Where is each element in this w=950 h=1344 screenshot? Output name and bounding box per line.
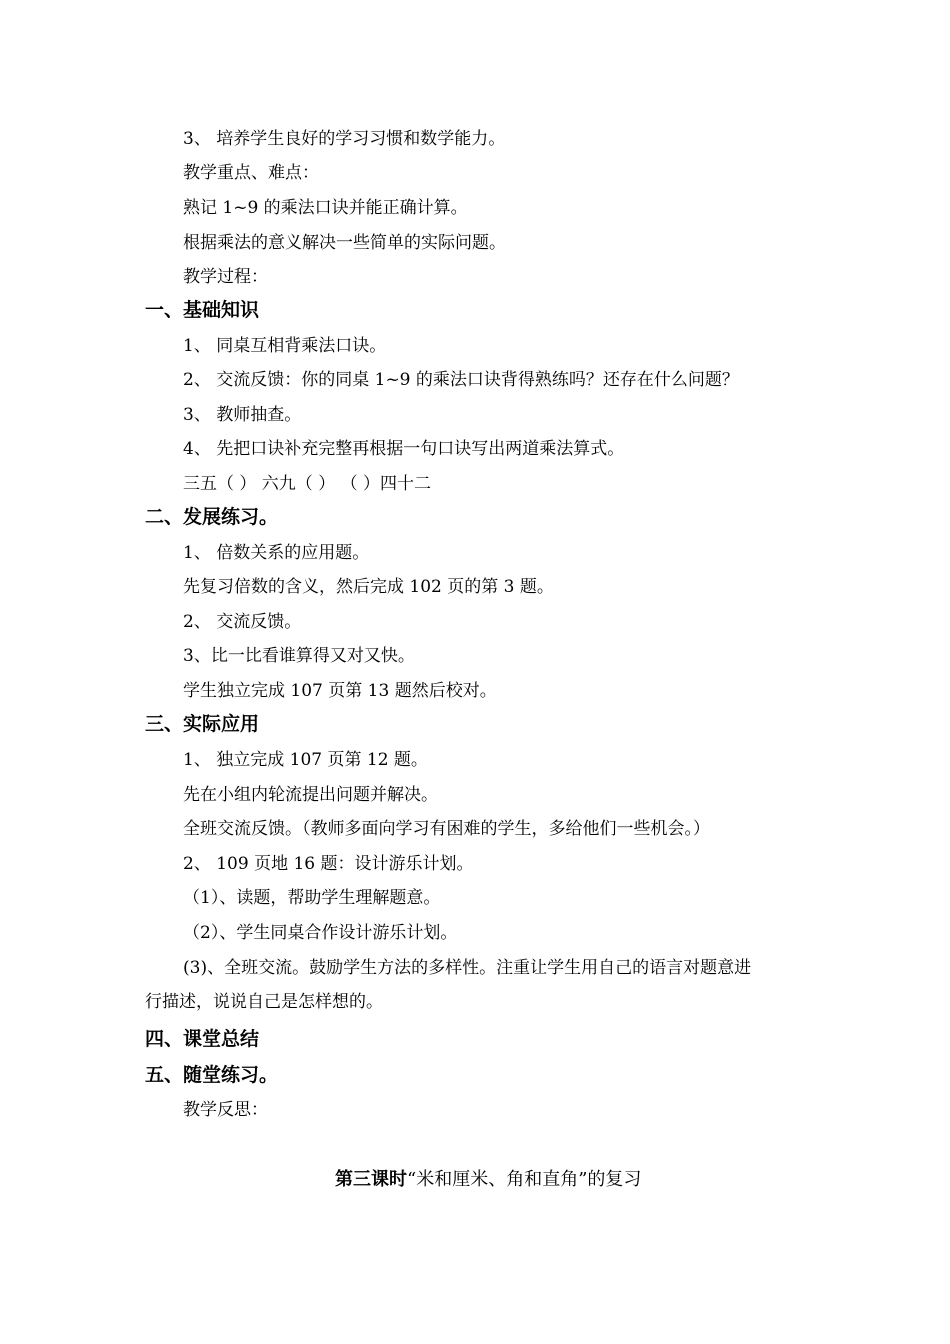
section3-text-2: 全班交流反馈。（教师多面向学习有困难的学生，多给他们一些机会。） bbox=[183, 819, 710, 839]
next-lesson-title-rest: “米和厘米、角和直角”的复习 bbox=[407, 1169, 642, 1190]
goal-item-3: 3、 培养学生良好的学习习惯和数学能力。 bbox=[183, 129, 506, 149]
section3-step-1: （1）、读题，帮助学生理解题意。 bbox=[183, 888, 441, 908]
section-heading-1: 一、基础知识 bbox=[145, 299, 260, 321]
key-point-2: 根据乘法的意义解决一些简单的实际问题。 bbox=[183, 233, 506, 253]
section-heading-2: 二、发展练习。 bbox=[145, 506, 279, 528]
section2-item-1: 1、 倍数关系的应用题。 bbox=[183, 543, 370, 563]
process-label: 教学过程： bbox=[183, 267, 268, 287]
section2-text-1: 先复习倍数的含义，然后完成 102 页的第 3 题。 bbox=[183, 577, 554, 597]
section3-step-2: （2）、学生同桌合作设计游乐计划。 bbox=[183, 923, 458, 943]
next-lesson-title-bold: 第三课时 bbox=[335, 1169, 407, 1190]
section1-item-3: 3、 教师抽查。 bbox=[183, 405, 302, 425]
section3-item-1: 1、 独立完成 107 页第 12 题。 bbox=[183, 750, 428, 770]
section3-step-3-continued: 行描述，说说自己是怎样想的。 bbox=[145, 992, 383, 1012]
section3-step-3: (3)、全班交流。鼓励学生方法的多样性。注重让学生用自己的语言对题意进 bbox=[183, 958, 752, 978]
section-heading-3: 三、实际应用 bbox=[145, 713, 260, 735]
key-points-label: 教学重点、难点： bbox=[183, 163, 319, 183]
section3-text-1: 先在小组内轮流提出问题并解决。 bbox=[183, 785, 438, 805]
section2-text-2: 学生独立完成 107 页第 13 题然后校对。 bbox=[183, 681, 497, 701]
fill-blank-exercise: 三五（ ） 六九（ ） （ ）四十二 bbox=[183, 474, 432, 494]
section1-item-2: 2、 交流反馈：你的同桌 1~9 的乘法口诀背得熟练吗？还存在什么问题？ bbox=[183, 370, 739, 390]
section2-item-2: 2、 交流反馈。 bbox=[183, 612, 302, 632]
section1-item-1: 1、 同桌互相背乘法口诀。 bbox=[183, 336, 387, 356]
section1-item-4: 4、 先把口诀补充完整再根据一句口诀写出两道乘法算式。 bbox=[183, 439, 625, 459]
section2-item-3: 3、比一比看谁算得又对又快。 bbox=[183, 646, 415, 666]
reflection-label: 教学反思： bbox=[183, 1100, 268, 1120]
key-point-1: 熟记 1~9 的乘法口诀并能正确计算。 bbox=[183, 198, 468, 218]
next-lesson-title bbox=[335, 1168, 641, 1192]
section-heading-5: 五、随堂练习。 bbox=[145, 1064, 279, 1086]
section3-item-2: 2、 109 页地 16 题：设计游乐计划。 bbox=[183, 854, 474, 874]
section-heading-4: 四、课堂总结 bbox=[145, 1028, 260, 1050]
